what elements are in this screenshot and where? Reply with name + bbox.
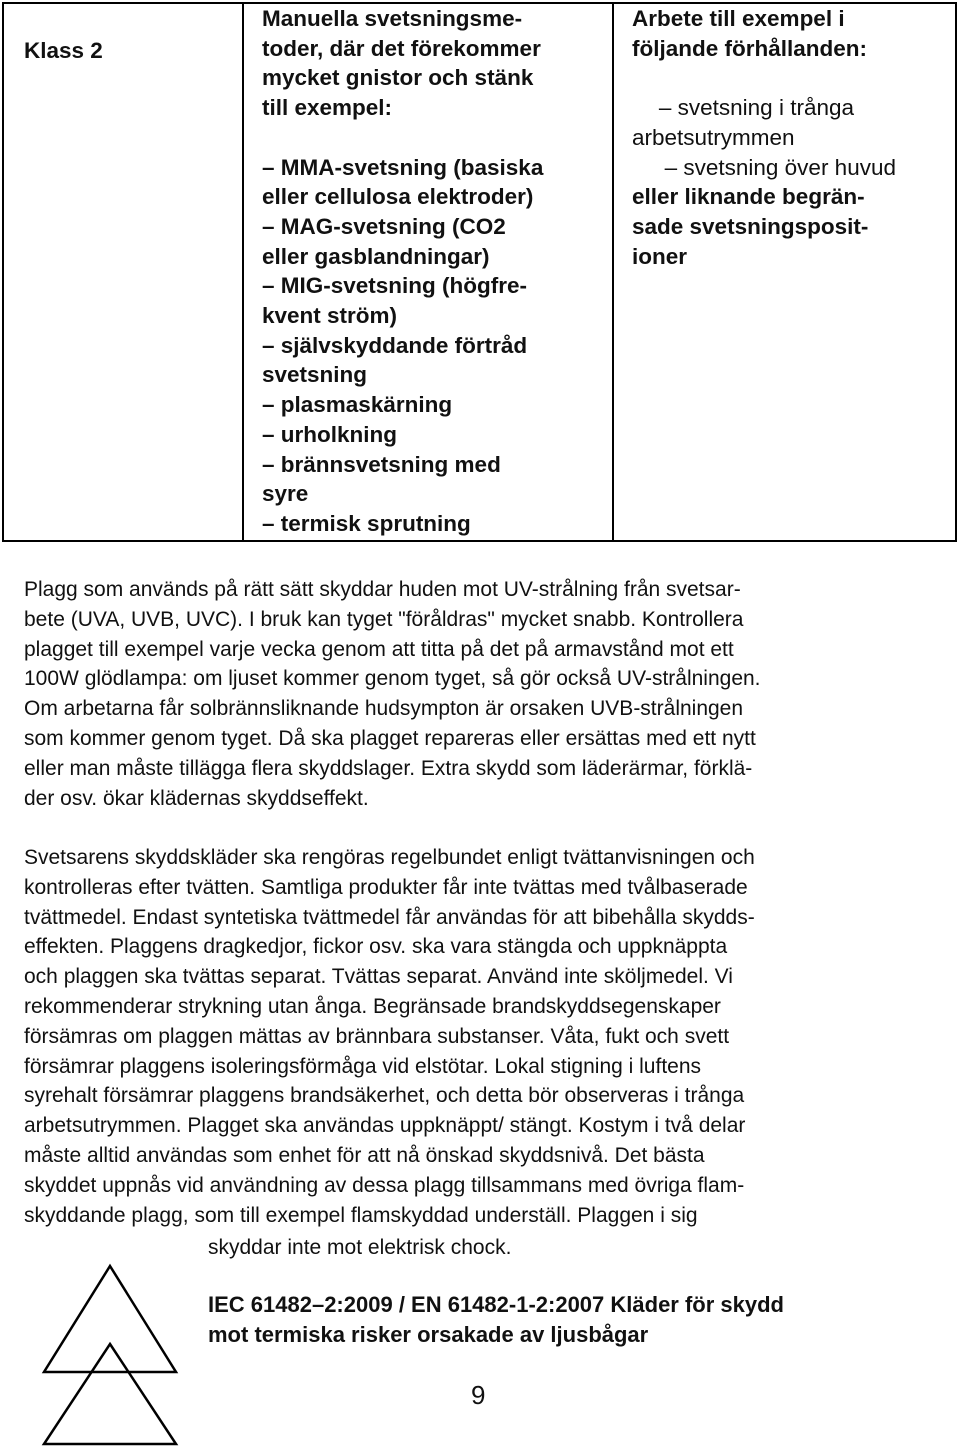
class-label: Klass 2 [24,38,103,63]
welding-methods-cell [262,4,602,539]
care-instructions-last-line: skyddar inte mot elektrisk chock. [208,1236,512,1259]
double-triangle-icon [40,1262,180,1448]
table-divider [612,4,614,540]
standard-reference: IEC 61482–2:2009 / EN 61482-1-2:2007 Kläder för skydd mot termiska risker orsakade av ljusbågar [208,1292,784,1347]
care-instructions-paragraph: Svetsarens skyddskläder ska rengöras regelbundet enligt tvättanvisningen och kontrolleras efter tvätten. Samtliga produkter får inte tvättas med tvålbaserade tvättmedel. Endast syntetiska tvättmedel får användas för att bibehålla skydds- effekten. Plaggens dragkedjor, fickor osv. ska vara stängda och uppknäppta och plaggen ska tvättas separat. Tvättas separat. Använd inte sköljmedel. Vi rekommenderar strykning utan ånga. Begränsade brandskyddsegenskaper försämras om plaggen mättas av brännbara substanser. Våta, fukt och svett försämrar plaggens isoleringsförmåga vid elstötar. Lokal stigning i luftens syrehalt försämrar plaggens brandsäkerhet, och detta bör observeras i trånga arbetsutrymmen. Plagget ska användas uppknäppt/ stängt. Kostym i två delar måste alltid användas som enhet för att nå önskad skyddsnivå. Det bästa skyddet uppnås vid användning av dessa plagg tillsammans med övriga flam- skyddande plagg, som till exempel flamskyddad underställ. Plaggen i sig [24,846,755,1227]
work-conditions-list: – svetsning i trånga arbetsutrymmen – svetsning över huvud eller liknande begrän- sade svetsningsposit- ioner [632,95,896,269]
uv-protection-paragraph: Plagg som används på rätt sätt skyddar huden mot UV-strålning från svetsar- bete (UVA, UVB, UVC). I bruk kan tyget "föråldras" mycket snabb. Kontrollera plagget till exempel varje vecka genom att titta på det på armavstånd mot ett 100W glödlampa: om ljuset kommer genom tyget, så gör också UV-strålningen. Om arbetarna får solbrännsliknande hudsympton är orsaken UVB-strålningen som kommer genom tyget. Då ska plagget repareras eller ersättas med ett nytt eller man måste tillägga flera skyddslager. Extra skydd som läderärmar, förklä- der osv. ökar klädernas skyddseffekt. [24,578,761,810]
welding-methods-intro: Manuella svetsningsme- toder, där det förekommer mycket gnistor och stänk till exempel: [262,6,541,121]
work-conditions-cell [632,4,952,271]
page-number: 9 [471,1380,486,1410]
welding-methods-list: – MMA-svetsning (basiska eller cellulosa elektroder) – MAG-svetsning (CO2 eller gasblandningar) – MIG-svetsning (högfre- kvent ström) – självskyddande förtråd svetsning – plasmaskärning – urholkning – brännsvetsning med syre – termisk sprutning [262,154,544,536]
table-divider [242,4,244,540]
work-conditions-intro: Arbete till exempel i följande förhållanden: [632,6,868,61]
